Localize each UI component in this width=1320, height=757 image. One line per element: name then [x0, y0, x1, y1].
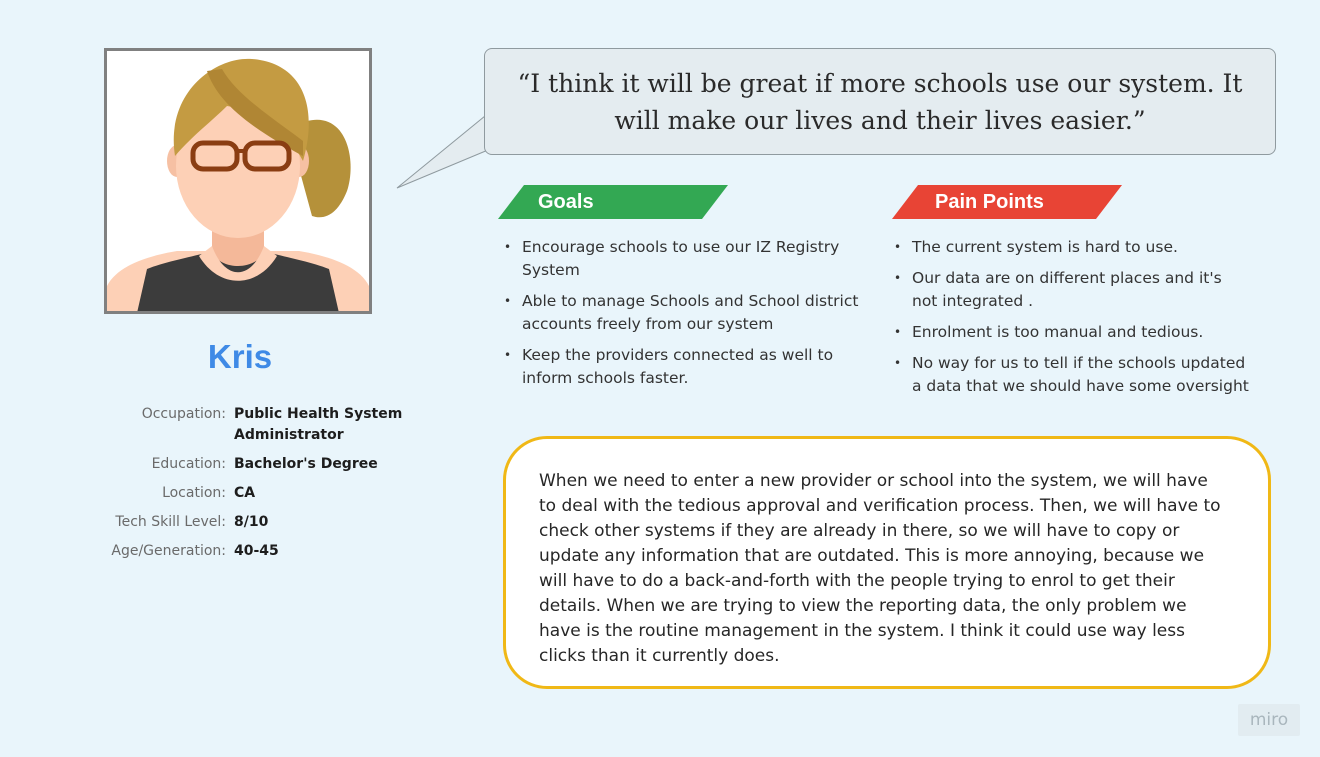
detail-label: Occupation:	[141, 406, 226, 422]
list-item: • Able to manage Schools and School district accounts freely from our system	[500, 290, 860, 336]
quote-bubble[interactable]	[484, 48, 1276, 155]
detail-location	[100, 483, 430, 504]
detail-tech-skill	[100, 512, 430, 533]
detail-value: 40-45	[234, 543, 279, 559]
detail-label: Education:	[151, 456, 226, 472]
persona-details	[100, 404, 430, 570]
scenario-card[interactable]	[503, 436, 1271, 689]
scenario-text: When we need to enter a new provider or school into the system, we will have to deal with the tedious approval and verification process. Then, we will have to check other systems if they are already in there, so we will have to copy or update any information that are outdated. This is more annoying, because we will have to do a back-and-forth with the people trying to enrol to get their details. When we are trying to view the reporting data, the only problem we have is the routine management in the system. I think it could use way less clicks than it currently does.	[539, 471, 1221, 666]
goals-tag-shape	[498, 185, 728, 219]
pain-points-tag[interactable]	[892, 185, 1122, 219]
detail-value: 8/10	[234, 514, 269, 530]
pain-points-title: Pain Points	[935, 191, 1044, 213]
detail-age	[100, 541, 430, 562]
detail-label: Age/Generation:	[111, 543, 226, 559]
detail-education	[100, 454, 430, 475]
detail-value: Bachelor's Degree	[234, 456, 378, 472]
detail-value: Public Health System Administrator	[234, 406, 403, 443]
detail-occupation	[100, 404, 430, 446]
persona-avatar[interactable]	[104, 48, 372, 314]
goals-tag-bg	[498, 185, 728, 219]
list-item: • The current system is hard to use.	[890, 236, 1250, 259]
list-item: • Keep the providers connected as well to inform schools faster.	[500, 344, 860, 390]
goals-tag[interactable]	[498, 185, 728, 219]
detail-value: CA	[234, 485, 256, 501]
woman-with-glasses-illustration	[107, 51, 369, 311]
list-item: • Enrolment is too manual and tedious.	[890, 321, 1250, 344]
pain-points-list	[890, 236, 1250, 406]
list-item: • No way for us to tell if the schools updated a data that we should have some oversight	[890, 352, 1250, 398]
speech-bubble-tail	[390, 108, 490, 192]
list-item: • Our data are on different places and it's not integrated .	[890, 267, 1250, 313]
persona-name: Kris	[207, 338, 273, 375]
miro-watermark: miro	[1238, 704, 1300, 736]
detail-label: Tech Skill Level:	[115, 514, 226, 530]
goals-list	[500, 236, 860, 398]
goals-title: Goals	[538, 191, 594, 213]
detail-label: Location:	[162, 485, 226, 501]
quote-text: “I think it will be great if more schools use our system. It will make our lives and their lives easier.”	[517, 68, 1243, 135]
list-item: • Encourage schools to use our IZ Registry System	[500, 236, 860, 282]
